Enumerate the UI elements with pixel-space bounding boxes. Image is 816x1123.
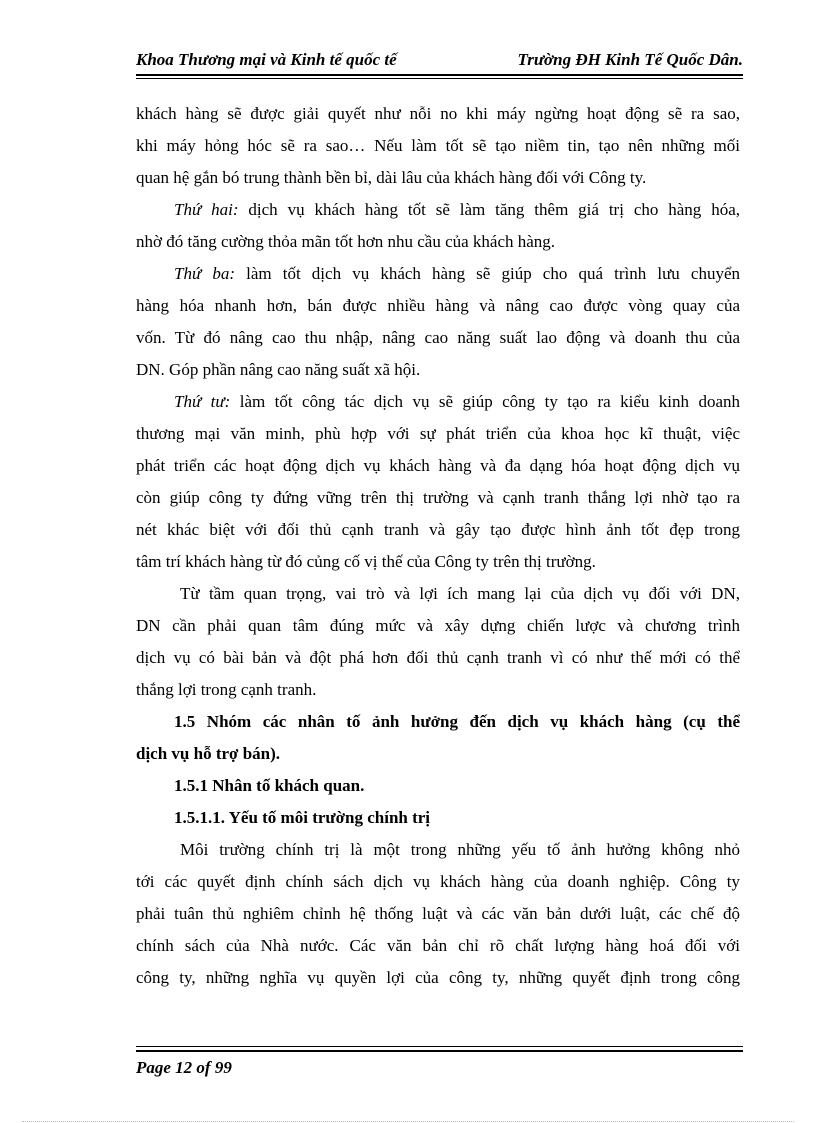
text-line: nét khác biệt với đối thủ cạnh tranh và gây tạo được hình ảnh tốt đẹp trong <box>136 520 740 539</box>
text-line <box>136 258 740 290</box>
header-university: Trường ĐH Kinh Tế Quốc Dân. <box>517 50 743 69</box>
text-line: DN cần phải quan tâm đúng mức và xây dựng chiến lược và chương trình <box>136 616 740 635</box>
footer-rule <box>136 1050 743 1052</box>
text-line: tâm trí khách hàng từ đó củng cố vị thế của Công ty trên thị trường. <box>136 552 596 571</box>
text-span: làm tốt công tác dịch vụ sẽ giúp công ty tạo ra kiểu kinh doanh <box>230 392 740 411</box>
text-line: thắng lợi trong cạnh tranh. <box>136 680 317 699</box>
text-line <box>136 386 740 418</box>
text-line: còn giúp công ty đứng vững trên thị trường và cạnh tranh thắng lợi nhờ tạo ra <box>136 488 740 507</box>
page-header <box>136 46 743 76</box>
text-span: làm tốt dịch vụ khách hàng sẽ giúp cho quá trình lưu chuyển <box>235 264 740 283</box>
header-faculty: Khoa Thương mại và Kinh tế quốc tế <box>136 50 397 69</box>
page-footer <box>136 1046 743 1078</box>
text-line: Từ tầm quan trọng, vai trò và lợi ích mang lại của dịch vụ đối với DN, <box>180 584 740 603</box>
text-line: phát triển các hoạt động dịch vụ khách hàng và đa dạng hóa hoạt động dịch vụ <box>136 456 740 475</box>
header-rule-thin <box>136 78 743 79</box>
text-line: thương mại văn minh, phù hợp với sự phát triển của khoa học kĩ thuật, việc <box>136 424 740 443</box>
heading-text: 1.5.1.1. Yếu tố môi trường chính trị <box>174 808 431 827</box>
text-line: công ty, những nghĩa vụ quyền lợi của công ty, những quyết định trong công <box>136 968 740 987</box>
text-line: chính sách của Nhà nước. Các văn bản chỉ rõ chất lượng hàng hoá đối với <box>136 936 740 955</box>
text-line: khách hàng sẽ được giải quyết như nỗi no khi máy ngừng hoạt động sẽ ra sao, <box>136 104 740 123</box>
text-line <box>136 194 740 226</box>
page-number: Page 12 of 99 <box>136 1058 232 1077</box>
text-line: tới các quyết định chính sách dịch vụ khách hàng của doanh nghiệp. Công ty <box>136 872 740 891</box>
lead-label: Thứ ba: <box>174 264 236 283</box>
text-line: nhờ đó tăng cường thỏa mãn tốt hơn nhu cầu của khách hàng. <box>136 232 556 251</box>
section-heading: 1.5 Nhóm các nhân tố ảnh hưởng đến dịch vụ khách hàng (cụ thể <box>174 712 740 731</box>
subsubsection-heading <box>136 802 740 834</box>
text-line: DN. Góp phần nâng cao năng suất xã hội. <box>136 360 421 379</box>
text-line: khi máy hỏng hóc sẽ ra sao… Nếu làm tốt sẽ tạo niềm tin, tạo nên những mối <box>136 136 740 155</box>
page-break-line <box>22 1121 794 1122</box>
text-span: dịch vụ khách hàng tốt sẽ làm tăng thêm giá trị cho hàng hóa, <box>238 200 740 219</box>
section-heading-cont: dịch vụ hỗ trợ bán). <box>136 744 281 763</box>
text-line: dịch vụ có bài bản và đột phá hơn đối thủ cạnh tranh vì có như thế mới có thể <box>136 648 740 667</box>
text-line: vốn. Từ đó nâng cao thu nhập, nâng cao năng suất lao động và doanh thu của <box>136 328 740 347</box>
lead-label: Thứ hai: <box>174 200 239 219</box>
document-body <box>136 98 740 994</box>
lead-label: Thứ tư: <box>174 392 231 411</box>
footer-rule-thin <box>136 1046 743 1047</box>
text-line: phải tuân thủ nghiêm chỉnh hệ thống luật và các văn bản dưới luật, các chế độ <box>136 904 740 923</box>
header-rule <box>136 74 743 76</box>
text-line: hàng hóa nhanh hơn, bán được nhiều hàng và nâng cao được vòng quay của <box>136 296 740 315</box>
text-line: quan hệ gắn bó trung thành bền bỉ, dài lâu của khách hàng đối với Công ty. <box>136 168 647 187</box>
subsection-heading: 1.5.1 Nhân tố khách quan. <box>174 776 365 795</box>
text-line: Môi trường chính trị là một trong những yếu tố ảnh hưởng không nhỏ <box>180 840 740 859</box>
